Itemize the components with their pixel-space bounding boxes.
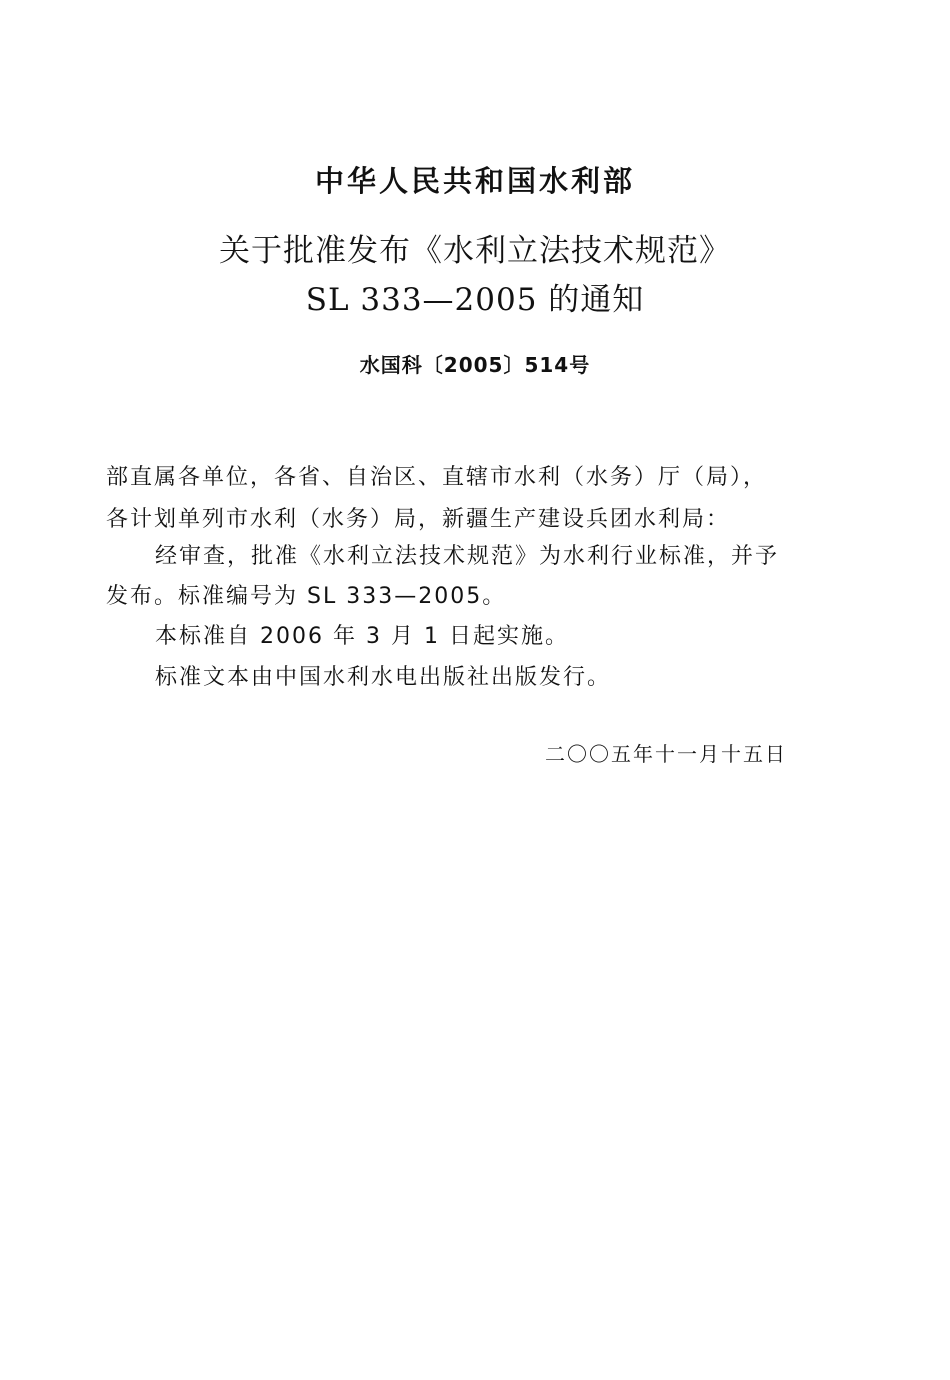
approval-paragraph-line-1: 经审查，批准《水利立法技术规范》为水利行业标准，并予 (155, 544, 780, 569)
effective-date-paragraph: 本标准自 2006 年 3 月 1 日起实施。 (155, 624, 569, 649)
approval-paragraph-line-2: 发布。标准编号为 SL 333—2005。 (106, 584, 507, 609)
notice-title-line-1: 关于批准发布《水利立法技术规范》 (219, 233, 731, 269)
publisher-paragraph: 标准文本由中国水利水电出版社出版发行。 (155, 665, 612, 690)
notice-title-line-2: SL 333—2005 的通知 (305, 282, 645, 318)
document-number: 水国科〔2005〕514号 (359, 353, 591, 377)
issuer-title: 中华人民共和国水利部 (314, 164, 635, 198)
address-line-2: 各计划单列市水利（水务）局，新疆生产建设兵团水利局： (106, 507, 731, 532)
issue-date: 二〇〇五年十一月十五日 (545, 742, 787, 766)
address-line-1: 部直属各单位，各省、自治区、直辖市水利（水务）厅（局）， (106, 465, 768, 490)
